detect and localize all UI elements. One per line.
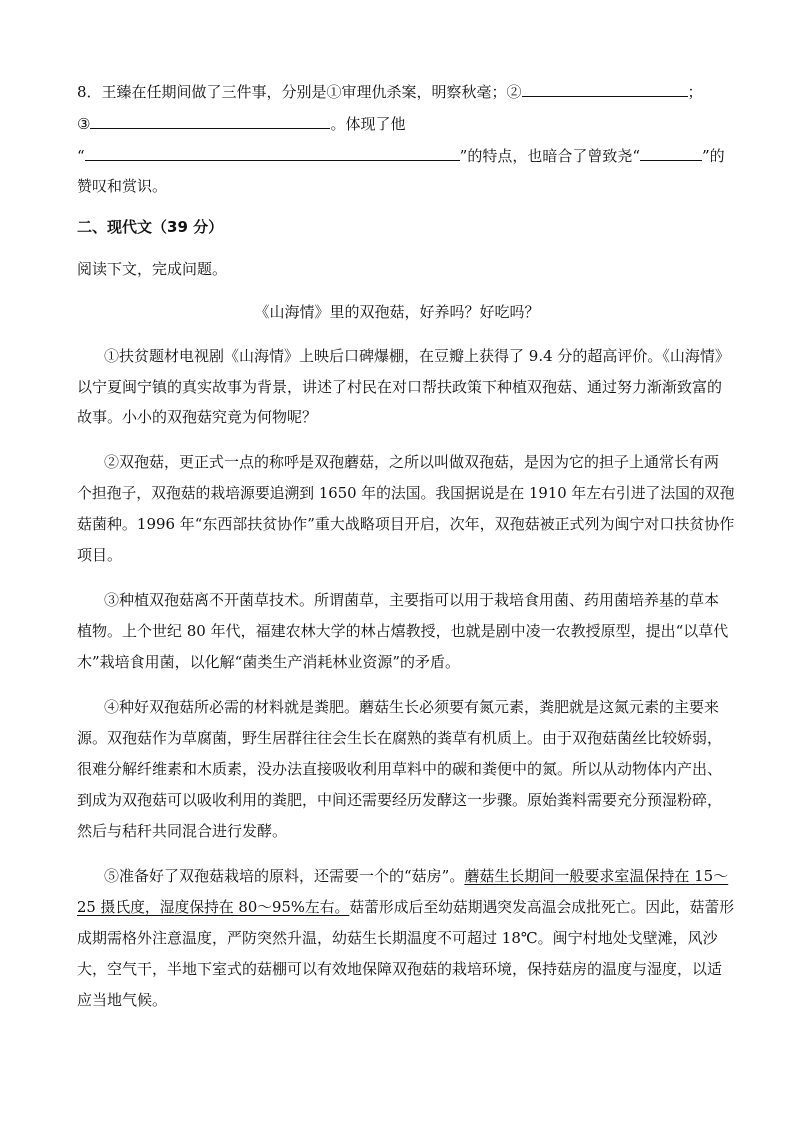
instruction-text: 阅读下文，完成问题。	[77, 260, 228, 278]
paragraph-2-line: 项目。	[77, 546, 123, 564]
paragraph-5-line: 25 摄氏度，湿度保持在 80～95%左右。菇蕾形成后至幼菇期遇突发高温会成批死亡。因此，菇蕾形	[77, 898, 735, 916]
answer-blank-praise[interactable]	[640, 146, 702, 161]
paragraph-4-line: 很难分解纤维素和木质素，没办法直接吸收利用草料中的碳和粪便中的氮。所以从动物体内产出、	[77, 760, 723, 778]
paragraph-1-line: ①扶贫题材电视剧《山海情》上映后口碑爆棚，在豆瓣上获得了 9.4 分的超高评价。《山海情》	[104, 347, 730, 365]
section-heading: 二、现代文（39 分）	[77, 218, 224, 236]
answer-blank-2[interactable]	[522, 82, 688, 97]
paragraph-4-line: ④种好双孢菇所必需的材料就是粪肥。蘑菇生长必须要有氮元素，粪肥就是这氮元素的主要来	[104, 698, 720, 716]
paragraph-4-line: 到成为双孢菇可以吸收利用的粪肥，中间还需要经历发酵这一步骤。原始粪料需要充分预湿粉碎，	[77, 791, 723, 809]
paragraph-3-line: 植物。上个世纪 80 年代，福建农林大学的林占熺教授，也就是剧中凌一农教授原型，提出“以草代	[77, 622, 729, 640]
paragraph-3-line: 木”栽培食用菌，以化解“菌类生产消耗林业资源”的矛盾。	[77, 653, 461, 671]
question-8-line-1: 8．王臻在任期间做了三件事，分别是①审理仇杀案，明察秋毫；② ；	[77, 83, 703, 101]
paragraph-1-line: 故事。小小的双孢菇究竟为何物呢？	[77, 408, 318, 426]
question-8-line-3: “ ”的特点，也暗合了曾致尧“ ”的	[77, 147, 725, 165]
answer-blank-3[interactable]	[90, 114, 330, 129]
paragraph-5-line: 成期需格外注意温度，严防突然升温，幼菇生长期温度不可超过 18℃。闽宁村地处戈壁滩，风沙	[77, 929, 718, 947]
underlined-text: 25 摄氏度，湿度保持在 80～95%左右。	[77, 898, 350, 916]
paragraph-1-line: 以宁夏闽宁镇的真实故事为背景，讲述了村民在对口帮扶政策下种植双孢菇、通过努力渐渐致富的	[77, 378, 723, 396]
question-8-line-2: ③ 。体现了他	[77, 115, 406, 133]
paragraph-5-line: 应当地气候。	[77, 991, 168, 1009]
question-8-line-4: 赞叹和赏识。	[77, 177, 168, 195]
underlined-text: 蘑菇生长期间一般要求室温保持在 15～	[464, 867, 729, 885]
paragraph-5-line: ⑤准备好了双孢菇栽培的原料，还需要一个的“菇房”。蘑菇生长期间一般要求室温保持在 15～	[104, 867, 729, 885]
answer-blank-trait[interactable]	[85, 146, 460, 161]
paragraph-2-line: 菇菌种。1996 年“东西部扶贫协作”重大战略项目开启，次年，双孢菇被正式列为闽宁对口扶贫协作	[77, 515, 735, 533]
paragraph-3-line: ③种植双孢菇离不开菌草技术。所谓菌草，主要指可以用于栽培食用菌、药用菌培养基的草本	[104, 591, 720, 609]
article-title: 《山海情》里的双孢菇，好养吗？好吃吗？	[254, 303, 540, 321]
paragraph-4-line: 然后与秸秆共同混合进行发酵。	[77, 822, 288, 840]
paragraph-5-line: 大，空气干，半地下室式的菇棚可以有效地保障双孢菇的栽培环境，保持菇房的温度与湿度，以适	[77, 960, 723, 978]
paragraph-4-line: 源。双孢菇作为草腐菌，野生居群往往会生长在腐熟的粪草有机质上。由于双孢菇菌丝比较娇弱，	[77, 729, 723, 747]
paragraph-2-line: 个担孢子，双孢菇的栽培源要追溯到 1650 年的法国。我国据说是在 1910 年左右引进了法国的双孢	[77, 484, 735, 502]
paragraph-2-line: ②双孢菇，更正式一点的称呼是双孢蘑菇，之所以叫做双孢菇，是因为它的担子上通常长有两	[104, 453, 720, 471]
